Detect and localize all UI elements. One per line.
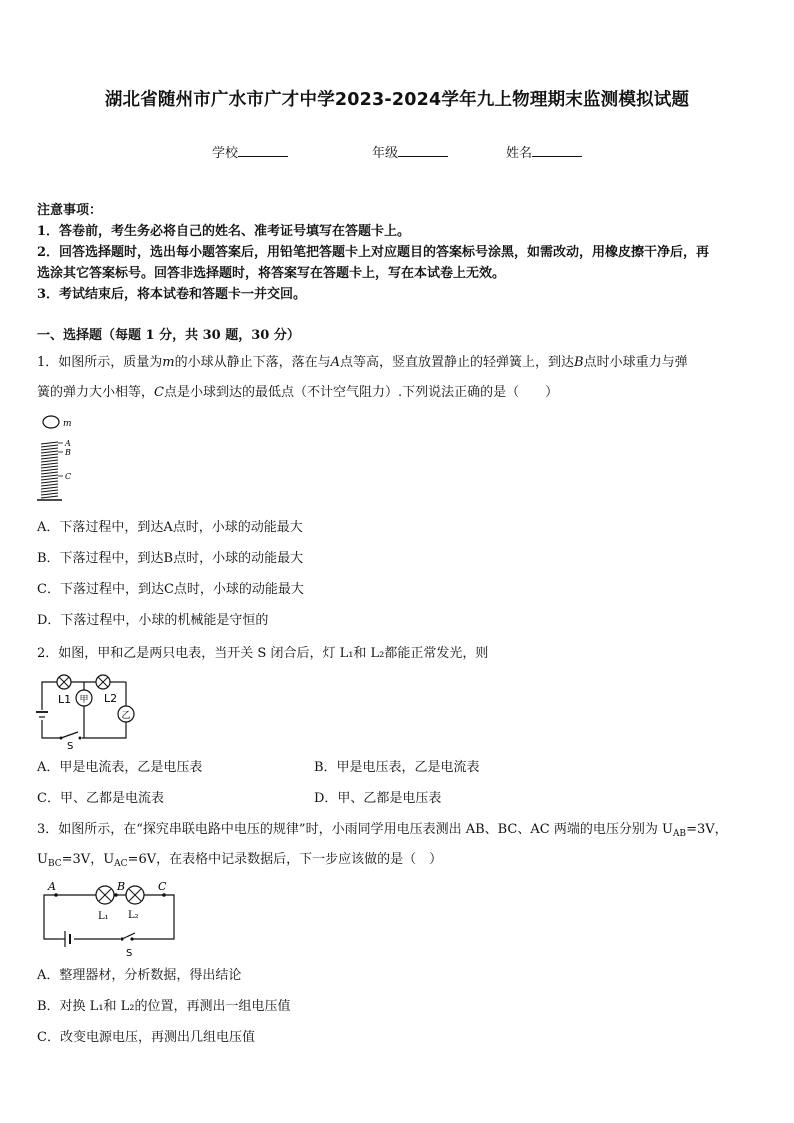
name-label: 姓名 — [506, 146, 533, 161]
grade-label: 年级 — [372, 146, 399, 161]
svg-text:乙: 乙 — [121, 711, 131, 721]
grade-field — [372, 142, 448, 161]
q1-option-b: B．下落过程中，到达B点时，小球的动能最大 — [37, 551, 304, 566]
label-A: A — [65, 439, 71, 448]
label-a: A — [48, 880, 56, 893]
q3-option-a: A．整理器材，分析数据，得出结论 — [37, 968, 242, 983]
q1-spring-figure — [30, 412, 90, 506]
page-title: 湖北省随州市广水市广才中学2023-2024学年九上物理期末监测模拟试题 — [104, 90, 690, 110]
name-field — [506, 142, 582, 161]
q1-option-a: A．下落过程中，到达A点时，小球的动能最大 — [37, 520, 303, 535]
node-b — [114, 893, 118, 897]
switch-s-icon — [60, 732, 82, 740]
label-l2: L2 — [104, 692, 118, 705]
q3-circuit-figure — [36, 880, 182, 960]
lamp-l1-icon — [96, 886, 114, 904]
meter-jia-icon — [76, 690, 92, 706]
switch-s-icon — [120, 933, 135, 941]
q2-option-d: D．甲、乙都是电压表 — [314, 791, 442, 806]
label-l1: L₁ — [98, 911, 109, 922]
q2-circuit-figure — [34, 670, 144, 750]
label-b: B — [117, 880, 126, 893]
label-l1: L1 — [58, 693, 72, 706]
label-s: S — [67, 741, 74, 750]
q3-option-b: B．对换 L₁和 L₂的位置，再测出一组电压值 — [37, 999, 291, 1014]
q2-option-a: A．甲是电流表，乙是电压表 — [37, 760, 203, 775]
lamp-l1-icon — [57, 675, 71, 689]
label-l2: L₂ — [128, 910, 139, 921]
notice-item-3: 3．考试结束后，将本试卷和答题卡一并交回。 — [37, 287, 307, 302]
q2-stem: 2．如图，甲和乙是两只电表，当开关 S 闭合后，灯 L₁和 L₂都能正常发光，则 — [37, 646, 489, 661]
label-s: S — [126, 948, 133, 959]
q3-stem-line1: 3．如图所示，在“探究串联电路中电压的规律”时，小雨同学用电压表测出 AB、BC、AC 两端的电压分别为 $U_{AB}=3V$， — [37, 822, 728, 839]
svg-text:甲: 甲 — [79, 695, 89, 705]
notice-item-1: 1．答卷前，考生务必将自己的姓名、准考证号填写在答题卡上。 — [37, 224, 411, 239]
q3-option-c: C．改变电源电压，再测出几组电压值 — [37, 1030, 255, 1045]
q2-option-c: C．甲、乙都是电流表 — [37, 791, 164, 806]
q1-option-c: C．下落过程中，到达C点时，小球的动能最大 — [37, 582, 304, 597]
q3-stem-line2: $U_{BC}=3V$，$U_{AC}=6V$，在表格中记录数据后，下一步应该做的是（ ） — [37, 852, 443, 869]
notice-item-2: 2．回答选择题时，选出每小题答案后，用铅笔把答题卡上对应题目的答案标号涂黑，如需改动，用橡皮擦干净后，再 — [37, 245, 710, 260]
q1-stem-line1: 1．如图所示，质量为m的小球从静止下落，落在与A点等高，竖直放置静止的轻弹簧上，到达B点时小球重力与弹 — [37, 355, 688, 370]
meter-yi-icon — [118, 706, 134, 722]
label-C: C — [65, 472, 72, 481]
spring-icon — [41, 442, 58, 498]
notice-item-2-cont: 选涂其它答案标号。回答非选择题时，将答案写在答题卡上，写在本试卷上无效。 — [37, 266, 506, 281]
lamp-l2-icon — [96, 675, 110, 689]
school-label: 学校 — [212, 146, 239, 161]
grade-blank — [398, 144, 448, 157]
q1-option-d: D．下落过程中，小球的机械能是守恒的 — [37, 613, 269, 628]
q1-stem-line2: 簧的弹力大小相等，C点是小球到达的最低点（不计空气阻力）.下列说法正确的是（ ） — [37, 385, 559, 400]
node-a — [54, 893, 58, 897]
lamp-l2-icon — [126, 886, 144, 904]
label-B: B — [65, 448, 71, 457]
label-c: C — [158, 880, 167, 893]
q2-option-b: B．甲是电压表，乙是电流表 — [314, 760, 480, 775]
label-m: m — [63, 419, 72, 429]
notice-heading: 注意事项： — [37, 203, 103, 218]
school-blank — [238, 144, 288, 157]
ball-icon — [43, 416, 59, 428]
school-field — [212, 142, 288, 161]
name-blank — [532, 144, 582, 157]
node-c — [162, 893, 166, 897]
section-heading: 一、选择题（每题 1 分，共 30 题，30 分） — [37, 328, 300, 343]
